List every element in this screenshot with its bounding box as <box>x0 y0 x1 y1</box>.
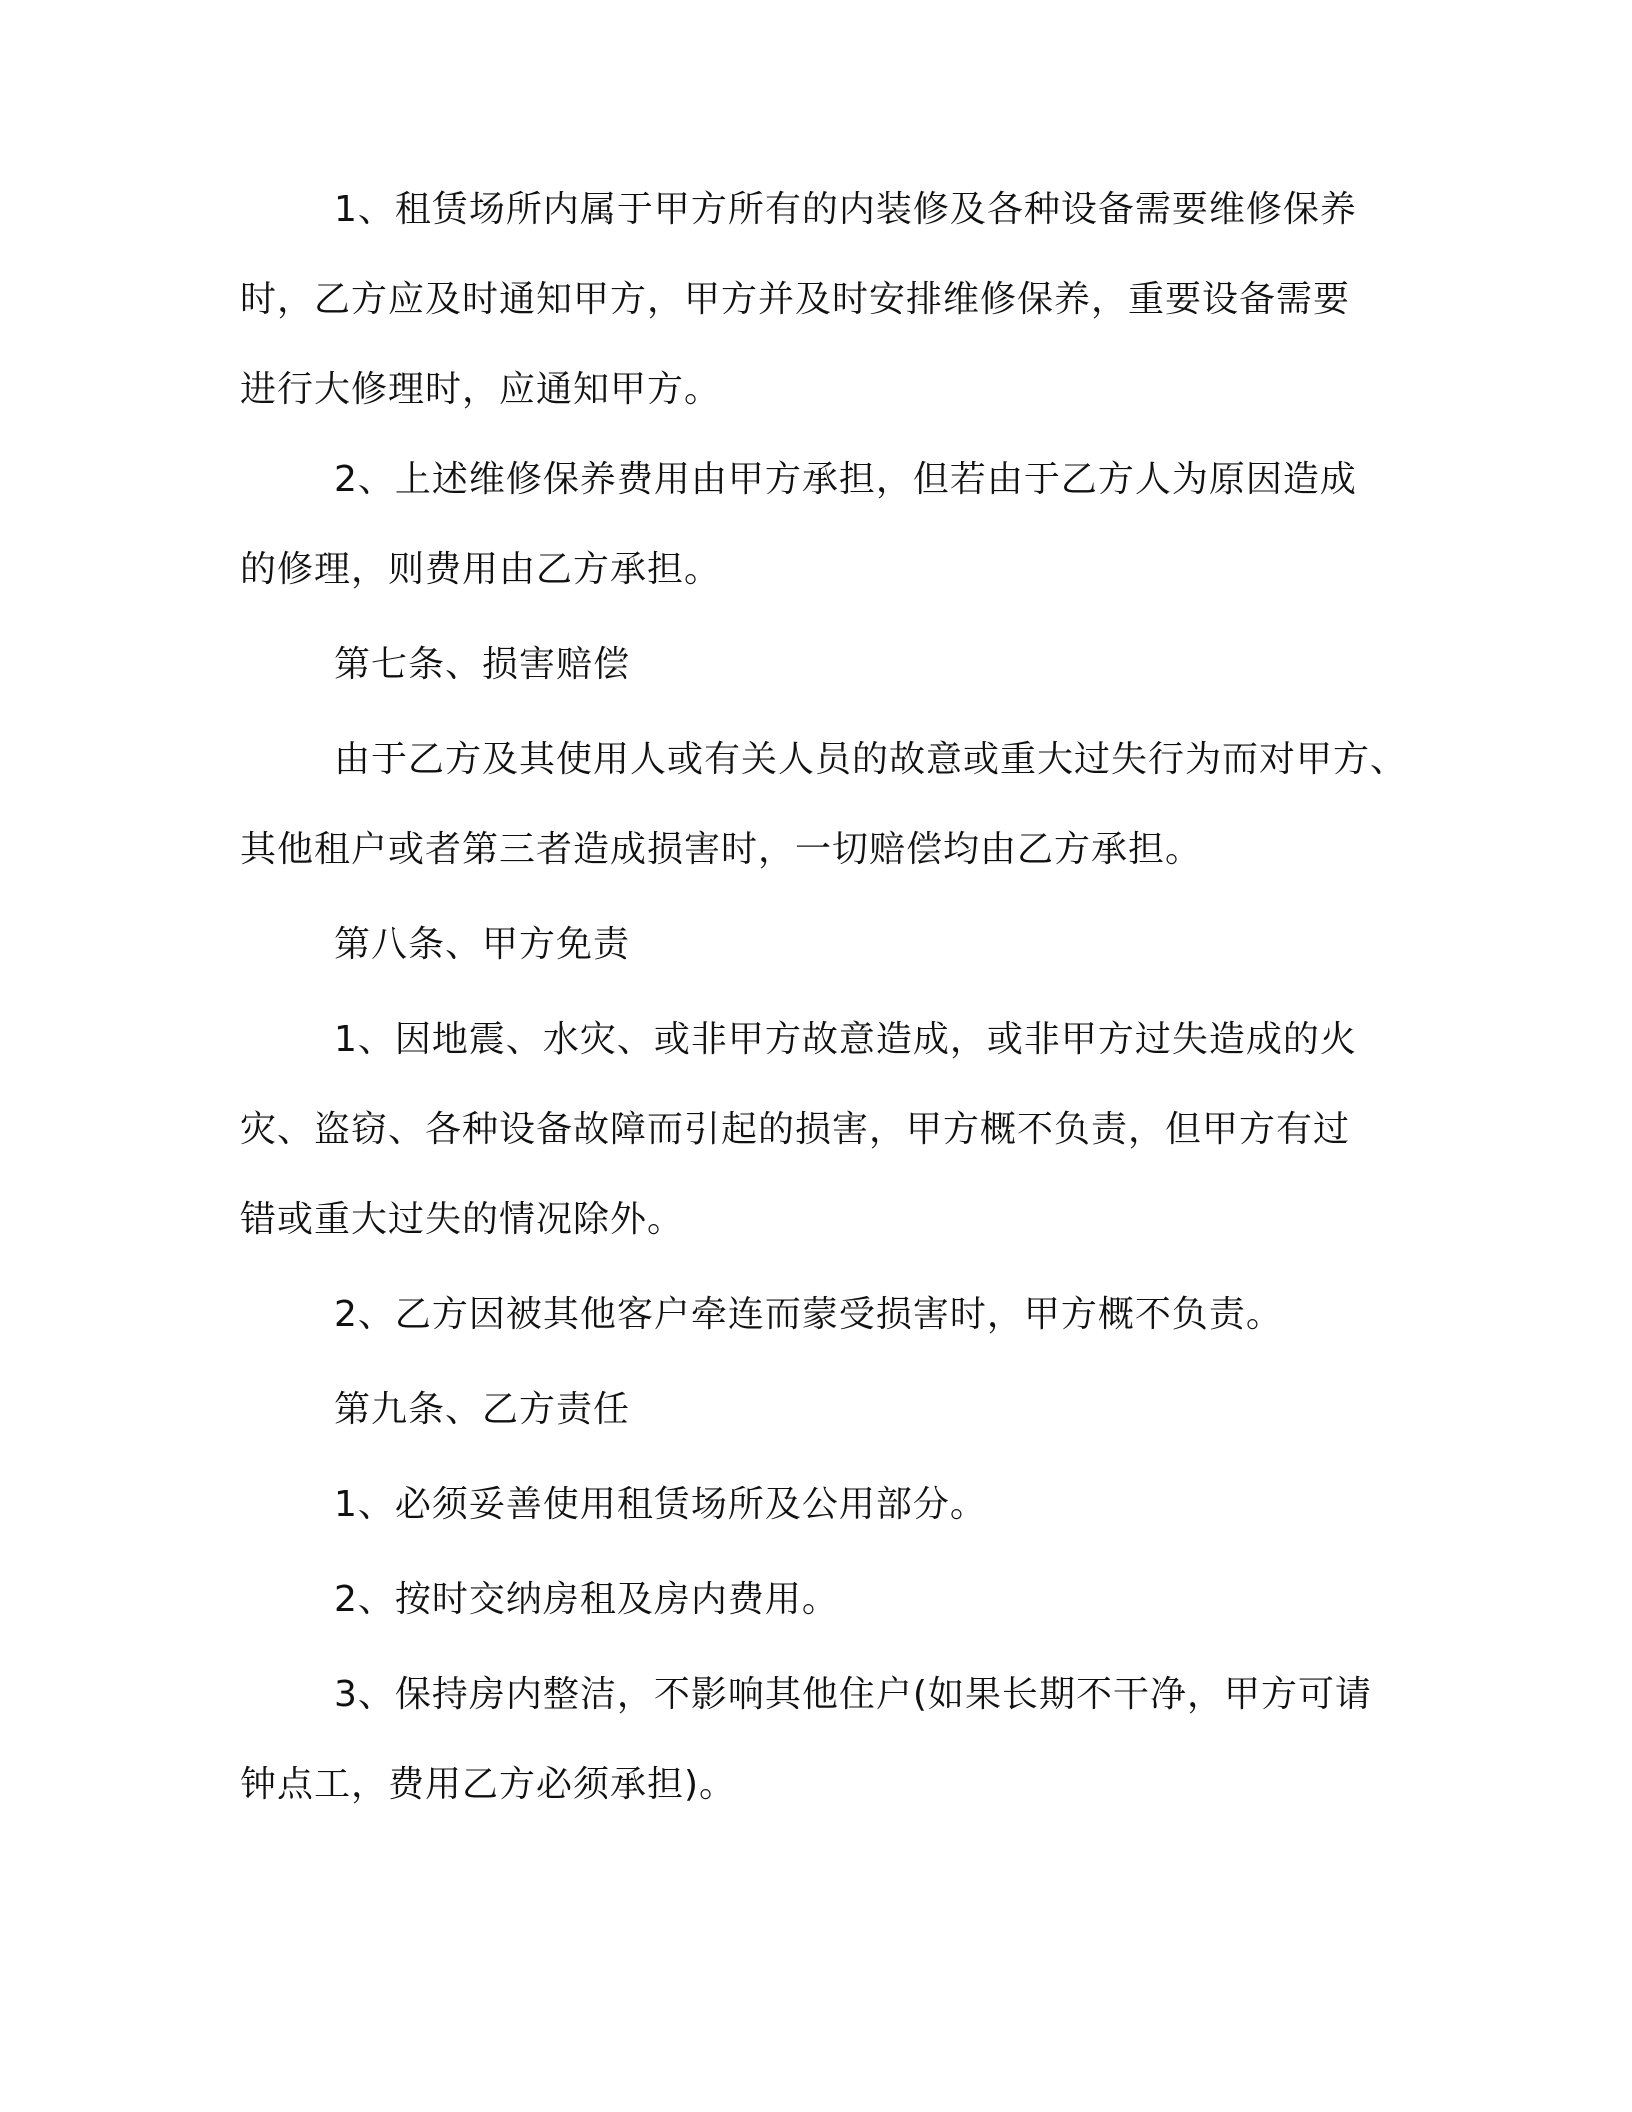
clause-7-body-line-1: 由于乙方及其使用人或有关人员的故意或重大过失行为而对甲方、 <box>334 739 1408 780</box>
clause-6-item-1-line-3: 进行大修理时，应通知甲方。 <box>240 369 722 410</box>
clause-6-item-1-line-2: 时，乙方应及时通知甲方，甲方并及时安排维修保养，重要设备需要 <box>240 279 1351 320</box>
clause-6-item-2-line-1: 2、上述维修保养费用由甲方承担，但若由于乙方人为原因造成 <box>334 459 1357 500</box>
clause-8-item-1-line-1: 1、因地震、水灾、或非甲方故意造成，或非甲方过失造成的火 <box>334 1019 1357 1060</box>
clause-7-heading: 第七条、损害赔偿 <box>334 644 631 685</box>
clause-8-item-1-line-2: 灾、盗窃、各种设备故障而引起的损害，甲方概不负责，但甲方有过 <box>240 1109 1351 1150</box>
clause-7-body-line-2: 其他租户或者第三者造成损害时，一切赔偿均由乙方承担。 <box>240 829 1203 870</box>
clause-9-item-3-line-1: 3、保持房内整洁，不影响其他住户(如果长期不干净，甲方可请 <box>334 1674 1372 1715</box>
clause-9-item-3-line-2: 钟点工，费用乙方必须承担)。 <box>240 1764 737 1805</box>
clause-8-heading: 第八条、甲方免责 <box>334 924 631 965</box>
clause-8-item-1-line-3: 错或重大过失的情况除外。 <box>240 1199 685 1240</box>
clause-6-item-1-line-1: 1、租赁场所内属于甲方所有的内装修及各种设备需要维修保养 <box>334 189 1357 230</box>
clause-8-item-2: 2、乙方因被其他客户牵连而蒙受损害时，甲方概不负责。 <box>334 1294 1283 1335</box>
clause-9-item-1: 1、必须妥善使用租赁场所及公用部分。 <box>334 1484 987 1525</box>
clause-6-item-2-line-2: 的修理，则费用由乙方承担。 <box>240 549 722 590</box>
clause-9-heading: 第九条、乙方责任 <box>334 1389 631 1430</box>
clause-9-item-2: 2、按时交纳房租及房内费用。 <box>334 1579 839 1620</box>
